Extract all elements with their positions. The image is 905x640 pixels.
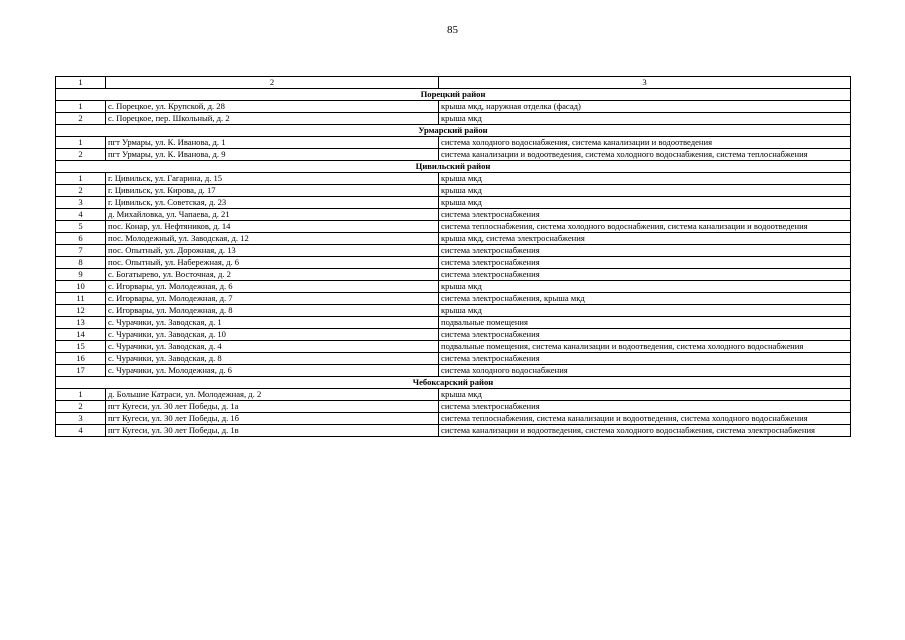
row-address: с. Чурачики, ул. Заводская, д. 8 [106,353,439,365]
row-address: пгт Урмары, ул. К. Иванова, д. 1 [106,137,439,149]
row-address: пгт Кугеси, ул. 30 лет Победы, д. 1в [106,425,439,437]
table-row [56,113,851,125]
row-systems: система канализации и водоотведения, система холодного водоснабжения, система электроснабжения [439,425,851,437]
row-number: 9 [56,269,106,281]
row-number: 2 [56,185,106,197]
table-row [56,425,851,437]
row-number: 1 [56,137,106,149]
row-address: с. Порецкое, пер. Школьный, д. 2 [106,113,439,125]
row-systems: крыша мкд, наружная отделка (фасад) [439,101,851,113]
row-number: 10 [56,281,106,293]
row-systems: система электроснабжения [439,329,851,341]
row-systems: система холодного водоснабжения, система канализации и водоотведения [439,137,851,149]
row-address: пос. Опытный, ул. Дорожная, д. 13 [106,245,439,257]
row-systems: крыша мкд [439,197,851,209]
row-number: 2 [56,149,106,161]
row-systems: система электроснабжения [439,257,851,269]
table-row [56,413,851,425]
row-number: 6 [56,233,106,245]
table-row [56,101,851,113]
row-systems: система теплоснабжения, система холодного водоснабжения, система канализации и водоотведения [439,221,851,233]
table-row [56,317,851,329]
row-systems: подвальные помещения, система канализации и водоотведения, система холодного водоснабжения [439,341,851,353]
row-systems: крыша мкд [439,389,851,401]
page-number: 85 [447,24,458,36]
table-row [56,245,851,257]
table-row [56,305,851,317]
table-row [56,353,851,365]
table-body [56,77,851,437]
table-row [56,269,851,281]
row-address: пос. Опытный, ул. Набережная, д. 6 [106,257,439,269]
row-systems: система теплоснабжения, система канализации и водоотведения, система холодного водоснабжения [439,413,851,425]
table-row [56,365,851,377]
row-address: пгт Урмары, ул. К. Иванова, д. 9 [106,149,439,161]
row-systems: система электроснабжения [439,401,851,413]
row-number: 7 [56,245,106,257]
row-number: 11 [56,293,106,305]
section-title: Урмарский район [56,125,851,137]
table-row [56,137,851,149]
table-row [56,185,851,197]
row-number: 4 [56,209,106,221]
table-row [56,197,851,209]
row-address: с. Игорвары, ул. Молодежная, д. 7 [106,293,439,305]
row-number: 2 [56,401,106,413]
row-number: 8 [56,257,106,269]
row-systems: крыша мкд [439,281,851,293]
row-systems: система канализации и водоотведения, система холодного водоснабжения, система теплоснабжения [439,149,851,161]
header-col-number: 1 [56,77,106,89]
section-header-row [56,125,851,137]
row-address: с. Порецкое, ул. Крупской, д. 28 [106,101,439,113]
section-header-row [56,161,851,173]
table-row [56,389,851,401]
row-address: пос. Конар, ул. Нефтяников, д. 14 [106,221,439,233]
row-address: пгт Кугеси, ул. 30 лет Победы, д. 1а [106,401,439,413]
row-address: с. Богатырево, ул. Восточная, д. 2 [106,269,439,281]
table-row [56,281,851,293]
row-systems: система электроснабжения [439,353,851,365]
row-number: 16 [56,353,106,365]
table-row [56,257,851,269]
row-address: пгт Кугеси, ул. 30 лет Победы, д. 1б [106,413,439,425]
repair-table [55,76,851,437]
row-systems: крыша мкд [439,185,851,197]
section-title: Цивильский район [56,161,851,173]
row-systems: крыша мкд [439,113,851,125]
section-header-row [56,89,851,101]
table-row [56,341,851,353]
row-number: 1 [56,173,106,185]
row-number: 17 [56,365,106,377]
row-number: 2 [56,113,106,125]
row-systems: подвальные помещения [439,317,851,329]
row-number: 3 [56,197,106,209]
section-title: Чебоксарский район [56,377,851,389]
row-address: с. Чурачики, ул. Заводская, д. 1 [106,317,439,329]
header-col-address: 2 [106,77,439,89]
row-address: г. Цивильск, ул. Гагарина, д. 15 [106,173,439,185]
table-row [56,209,851,221]
row-number: 3 [56,413,106,425]
row-systems: система электроснабжения [439,269,851,281]
table-row [56,149,851,161]
row-address: с. Чурачики, ул. Молодежная, д. 6 [106,365,439,377]
row-systems: крыша мкд, система электроснабжения [439,233,851,245]
row-number: 5 [56,221,106,233]
row-address: г. Цивильск, ул. Кирова, д. 17 [106,185,439,197]
table-header-row [56,77,851,89]
row-systems: система электроснабжения, крыша мкд [439,293,851,305]
row-address: с. Чурачики, ул. Заводская, д. 10 [106,329,439,341]
row-address: с. Чурачики, ул. Заводская, д. 4 [106,341,439,353]
section-title: Порецкий район [56,89,851,101]
row-systems: система электроснабжения [439,245,851,257]
row-number: 15 [56,341,106,353]
header-col-systems: 3 [439,77,851,89]
table-row [56,293,851,305]
row-number: 1 [56,389,106,401]
row-systems: система холодного водоснабжения [439,365,851,377]
table-row [56,173,851,185]
row-systems: система электроснабжения [439,209,851,221]
row-number: 14 [56,329,106,341]
row-address: с. Игорвары, ул. Молодежная, д. 8 [106,305,439,317]
row-address: д. Большие Катраси, ул. Молодежная, д. 2 [106,389,439,401]
table-row [56,329,851,341]
table-row [56,221,851,233]
row-number: 12 [56,305,106,317]
row-systems: крыша мкд [439,305,851,317]
row-number: 1 [56,101,106,113]
section-header-row [56,377,851,389]
row-address: г. Цивильск, ул. Советская, д. 23 [106,197,439,209]
row-number: 4 [56,425,106,437]
row-address: пос. Молодежный, ул. Заводская, д. 12 [106,233,439,245]
row-address: с. Игорвары, ул. Молодежная, д. 6 [106,281,439,293]
row-systems: крыша мкд [439,173,851,185]
table-row [56,233,851,245]
table-row [56,401,851,413]
row-number: 13 [56,317,106,329]
row-address: д. Михайловка, ул. Чапаева, д. 21 [106,209,439,221]
